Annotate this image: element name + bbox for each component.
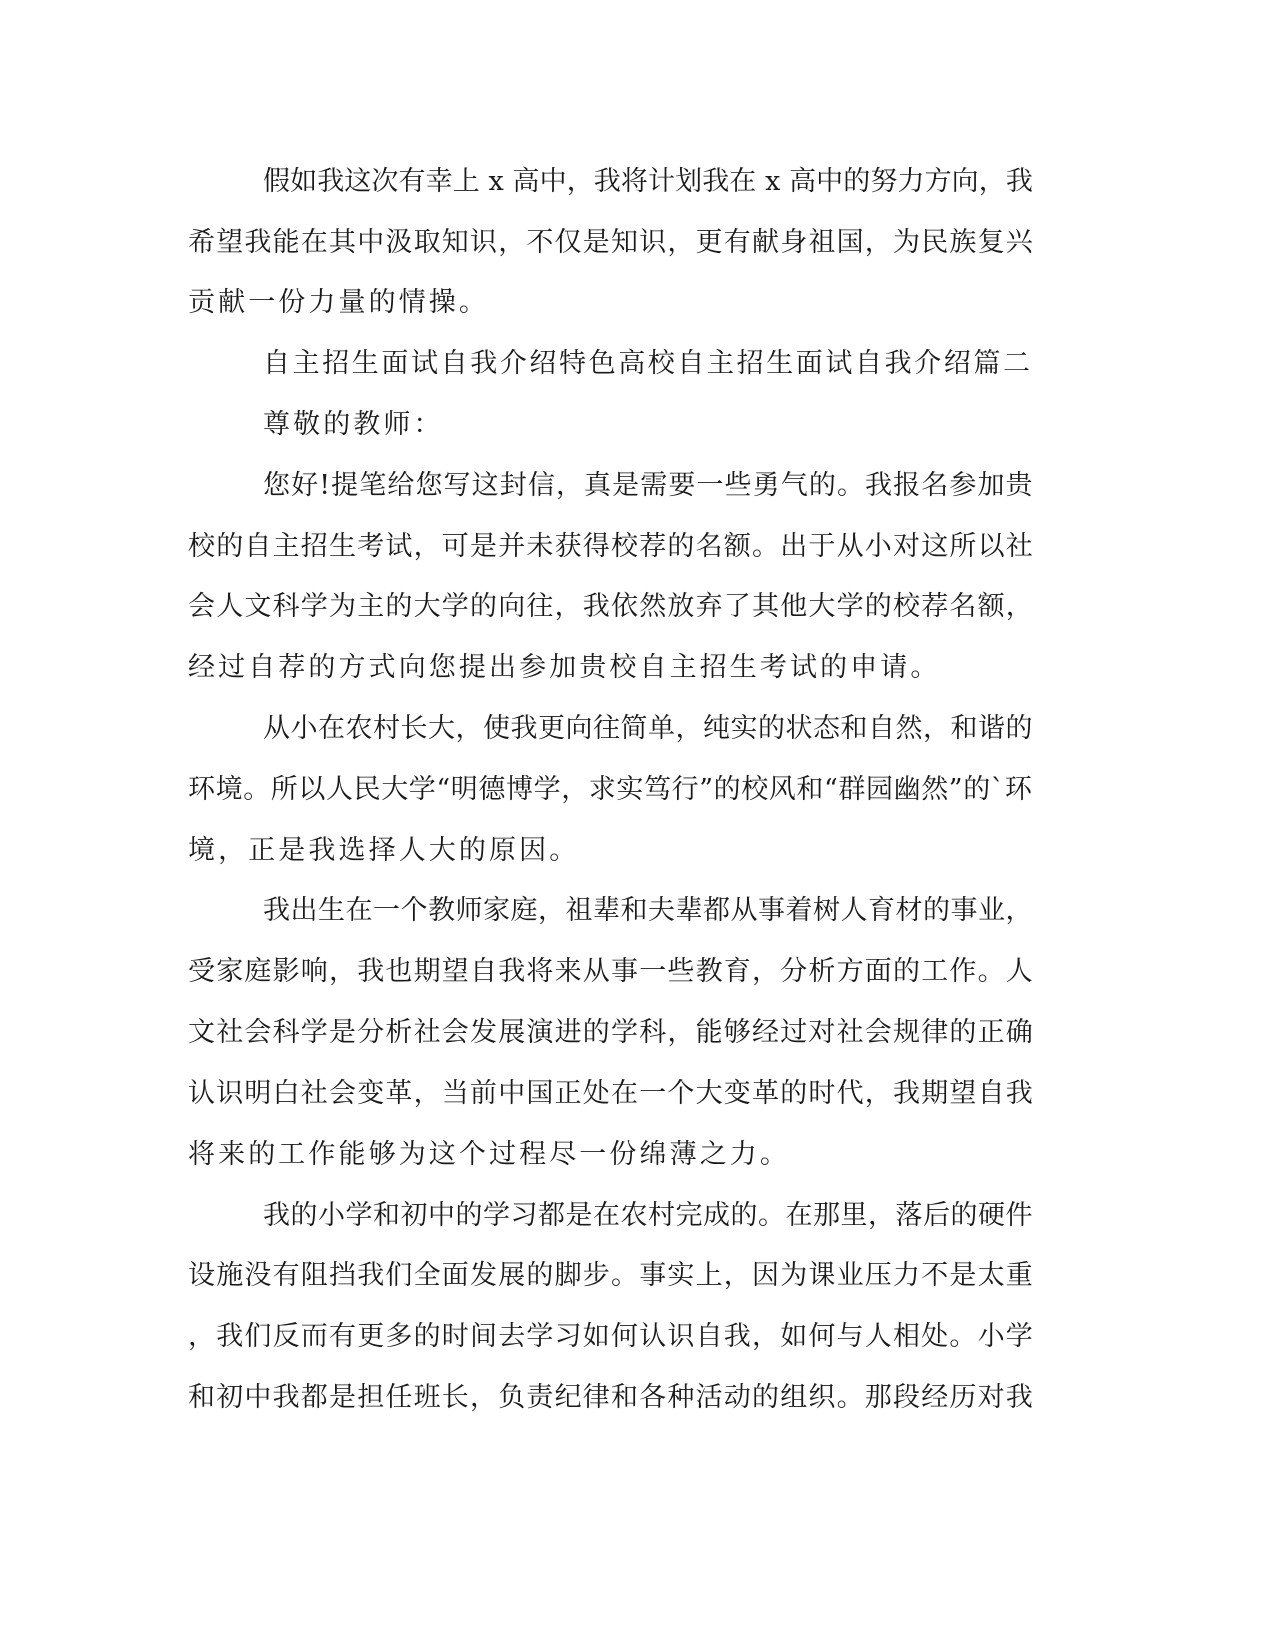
text-line: 假如我这次有幸上 x 高中，我将计划我在 x 高中的努力方向，我 — [263, 166, 1033, 197]
text-line: 希望我能在其中汲取知识，不仅是知识，更有献身祖国，为民族复兴 — [188, 227, 1034, 258]
text-line: 会人文科学为主的大学的向往，我依然放弃了其他大学的校荐名额， — [188, 591, 1034, 622]
text-line: 从小在农村长大，使我更向往简单，纯实的状态和自然，和谐的 — [263, 713, 1033, 744]
text-line: 将来的工作能够为这个过程尽一份绵薄之力。 — [188, 1139, 790, 1170]
text-line: 境，正是我选择人大的原因。 — [188, 835, 580, 866]
text-line: 贡献一份力量的情操。 — [188, 287, 489, 318]
text-line: 校的自主招生考试，可是并未获得校荐的名额。出于从小对这所以社 — [188, 531, 1034, 562]
text-line: 我出生在一个教师家庭，祖辈和夫辈都从事着树人育材的事业， — [263, 895, 1033, 926]
text-line: 经过自荐的方式向您提出参加贵校自主招生考试的申请。 — [188, 652, 941, 683]
text-line: 受家庭影响，我也期望自我将来从事一些教育，分析方面的工作。人 — [188, 956, 1034, 987]
letter-salutation: 尊敬的教师： — [263, 409, 444, 440]
text-line: ，我们反而有更多的时间去学习如何认识自我，如何与人相处。小学 — [188, 1321, 1034, 1352]
text-line: 环境。所以人民大学“明德博学，求实笃行”的校风和“群园幽然”的`环 — [188, 774, 1033, 805]
text-line: 认识明白社会变革，当前中国正处在一个大变革的时代，我期望自我 — [188, 1078, 1034, 1109]
text-line: 和初中我都是担任班长，负责纪律和各种活动的组织。那段经历对我 — [188, 1382, 1034, 1413]
text-line: 设施没有阻挡我们全面发展的脚步。事实上，因为课业压力不是太重 — [188, 1260, 1034, 1291]
text-line: 我的小学和初中的学习都是在农村完成的。在那里，落后的硬件 — [263, 1200, 1033, 1231]
section-heading: 自主招生面试自我介绍特色高校自主招生面试自我介绍篇二 — [263, 348, 1033, 379]
text-line: 您好!提笔给您写这封信，真是需要一些勇气的。我报名参加贵 — [263, 470, 1034, 501]
text-line: 文社会科学是分析社会发展演进的学科，能够经过对社会规律的正确 — [188, 1017, 1034, 1048]
